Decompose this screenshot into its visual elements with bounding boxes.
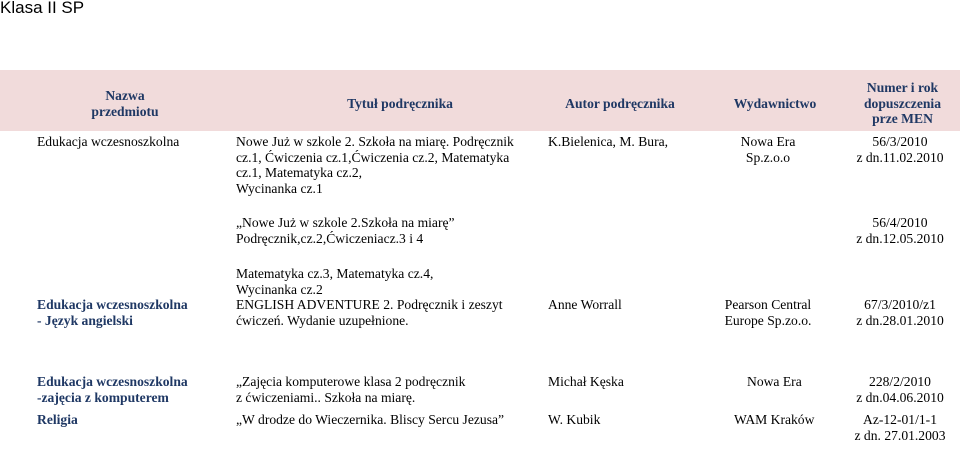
row1-number-line: z dn.12.05.2010	[856, 230, 944, 246]
header-number-line1: Numer i rok	[866, 80, 939, 95]
row0-title-line: Nowe Już w szkole 2. Szkoła na miarę. Podręcznik	[236, 134, 514, 149]
row4-title-line: z ćwiczeniami.. Szkoła na miarę.	[236, 389, 416, 405]
row1-title-line: „Nowe Już w szkole 2.Szkoła na miarę”	[236, 215, 455, 230]
row0-publisher	[705, 134, 831, 165]
page-title: Klasa II SP	[0, 0, 85, 17]
row3-publisher-line: Pearson Central	[724, 297, 812, 312]
row5-subject: Religia	[37, 412, 78, 427]
row5-title: „W drodze do Wieczernika. Bliscy Sercu Jezusa”	[236, 412, 505, 427]
row5-number-line: z dn. 27.01.2003	[854, 427, 946, 443]
header-number-line2: dopuszczenia	[863, 95, 942, 111]
row4-subject-line: Edukacja wczesnoszkolna	[37, 374, 188, 389]
row0-number-line: z dn.11.02.2010	[856, 149, 944, 165]
header-number	[845, 80, 960, 127]
header-number-line3: prze MEN	[872, 111, 933, 126]
header-book-title: Tytuł podręcznika	[347, 96, 453, 111]
row1-title	[236, 215, 546, 246]
row2-title-line: Wycinanka cz.2	[236, 281, 323, 297]
row0-publisher-line: Nowa Era	[740, 134, 796, 149]
row5-number	[840, 412, 960, 443]
row2-title-line: Matematyka cz.3, Matematyka cz.4,	[236, 266, 434, 281]
header-subject-line1: Nazwa	[105, 88, 145, 103]
row3-publisher-line: Europe Sp.zo.o.	[724, 312, 812, 328]
row3-subject	[37, 297, 188, 328]
row0-number-line: 56/3/2010	[872, 134, 928, 149]
row3-number	[840, 297, 960, 328]
row4-title-line: „Zajęcia komputerowe klasa 2 podręcznik	[236, 374, 466, 389]
row3-number-line: z dn.28.01.2010	[856, 312, 944, 328]
row1-title-line: Podręcznik,cz.2,Ćwiczeniacz.3 i 4	[236, 230, 424, 246]
row4-number	[840, 374, 960, 405]
header-subject	[70, 88, 180, 119]
row0-title-line: cz.1, Matematyka cz.2,	[236, 165, 363, 180]
row3-title-line: ENGLISH ADVENTURE 2. Podręcznik i zeszyt	[236, 297, 503, 312]
row4-subject	[37, 374, 188, 405]
row0-title-line: Wycinanka cz.1	[236, 180, 323, 196]
header-publisher: Wydawnictwo	[733, 96, 817, 111]
row0-author: K.Bielenica, M. Bura,	[548, 134, 669, 149]
header-subject-line2: przedmiotu	[91, 103, 159, 119]
row4-author: Michał Kęska	[548, 374, 624, 389]
row3-author: Anne Worrall	[548, 297, 622, 312]
row4-publisher: Nowa Era	[747, 374, 802, 389]
row0-title	[236, 134, 546, 196]
row3-subject-line: - Język angielski	[37, 312, 133, 328]
row3-title-line: ćwiczeń. Wydanie uzupełnione.	[236, 312, 409, 328]
row3-publisher	[705, 297, 831, 328]
row0-number	[840, 134, 960, 165]
row5-number-line: Az-12-01/1-1	[863, 412, 937, 427]
row3-subject-line: Edukacja wczesnoszkolna	[37, 297, 188, 312]
row3-title	[236, 297, 546, 328]
row0-subject: Edukacja wczesnoszkolna	[37, 134, 180, 149]
row5-publisher: WAM Kraków	[734, 412, 815, 427]
row4-subject-line: -zajęcia z komputerem	[37, 389, 169, 405]
row4-number-line: z dn.04.06.2010	[856, 389, 944, 405]
row0-title-line: cz.1, Ćwiczenia cz.1,Ćwiczenia cz.2, Matematyka	[236, 149, 510, 165]
row3-number-line: 67/3/2010/z1	[864, 297, 936, 312]
row4-title	[236, 374, 546, 405]
row1-number-line: 56/4/2010	[872, 215, 928, 230]
row0-publisher-line: Sp.z.o.o	[745, 149, 791, 165]
row1-number	[840, 215, 960, 246]
header-author: Autor podręcznika	[565, 96, 675, 111]
row2-title	[236, 266, 546, 297]
row4-number-line: 228/2/2010	[869, 374, 931, 389]
row5-author: W. Kubik	[548, 412, 601, 427]
